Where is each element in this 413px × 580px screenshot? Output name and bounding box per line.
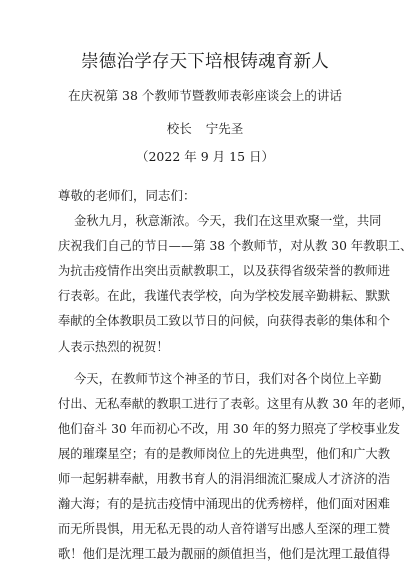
paragraph-2-line-2: 付出、无私奉献的教职工进行了表彰。这里有从教 30 年的老师， bbox=[58, 397, 413, 411]
paragraph-1-line-6: 人表示热烈的祝贺！ bbox=[58, 340, 169, 354]
paragraph-1-line-5: 奉献的全体教职员工致以节日的问候，向获得表彰的集体和个 bbox=[58, 314, 391, 328]
paragraph-2-line-1: 今天，在教师节这个神圣的节日，我们对各个岗位上辛勤 bbox=[74, 372, 382, 386]
author-name: 宁先圣 bbox=[205, 121, 244, 136]
greeting: 尊敬的老师们，同志们： bbox=[58, 188, 196, 203]
paragraph-1-line-2: 庆祝我们自己的节日——第 38 个教师节，对从教 30 年教职工、 bbox=[58, 239, 413, 253]
paragraph-2-line-3: 他们奋斗 30 年而初心不改，用 30 年的努力照亮了学校事业发 bbox=[58, 422, 401, 436]
author-line bbox=[0, 120, 410, 138]
paragraph-2-line-4: 展的璀璨星空；有的是教师岗位上的先进典型，他们和广大教 bbox=[58, 447, 391, 461]
paragraph-2-line-6: 瀚大海；有的是抗击疫情中涌现出的优秀榜样，他们面对困难 bbox=[58, 497, 391, 511]
speech-date: （2022 年 9 月 15 日） bbox=[135, 149, 275, 164]
author-role: 校长 bbox=[166, 121, 192, 136]
paragraph-1-line-1: 金秋九月，秋意渐浓。今天，我们在这里欢聚一堂，共同 bbox=[74, 214, 382, 228]
paragraph-1-line-3: 为抗击疫情作出突出贡献教职工，以及获得省级荣誉的教师进 bbox=[58, 264, 391, 278]
paragraph-2-line-7: 而无所畏惧，用无私无畏的动人音符谱写出感人至深的理工赞 bbox=[58, 522, 391, 536]
paragraph-1-line-4: 行表彰。在此，我谨代表学校，向为学校发展辛勤耕耘、默默 bbox=[58, 289, 391, 303]
document-subtitle: 在庆祝第 38 个教师节暨教师表彰座谈会上的讲话 bbox=[68, 88, 342, 103]
paragraph-2-line-8: 歌！他们是沈理工最为靓丽的颜值担当，他们是沈理工最值得 bbox=[58, 547, 391, 561]
paragraph-2-line-5: 师一起躬耕奉献，用教书育人的涓涓细流汇聚成人才济济的浩 bbox=[58, 472, 391, 486]
document-title: 崇德治学存天下培根铸魂育新人 bbox=[81, 52, 329, 72]
